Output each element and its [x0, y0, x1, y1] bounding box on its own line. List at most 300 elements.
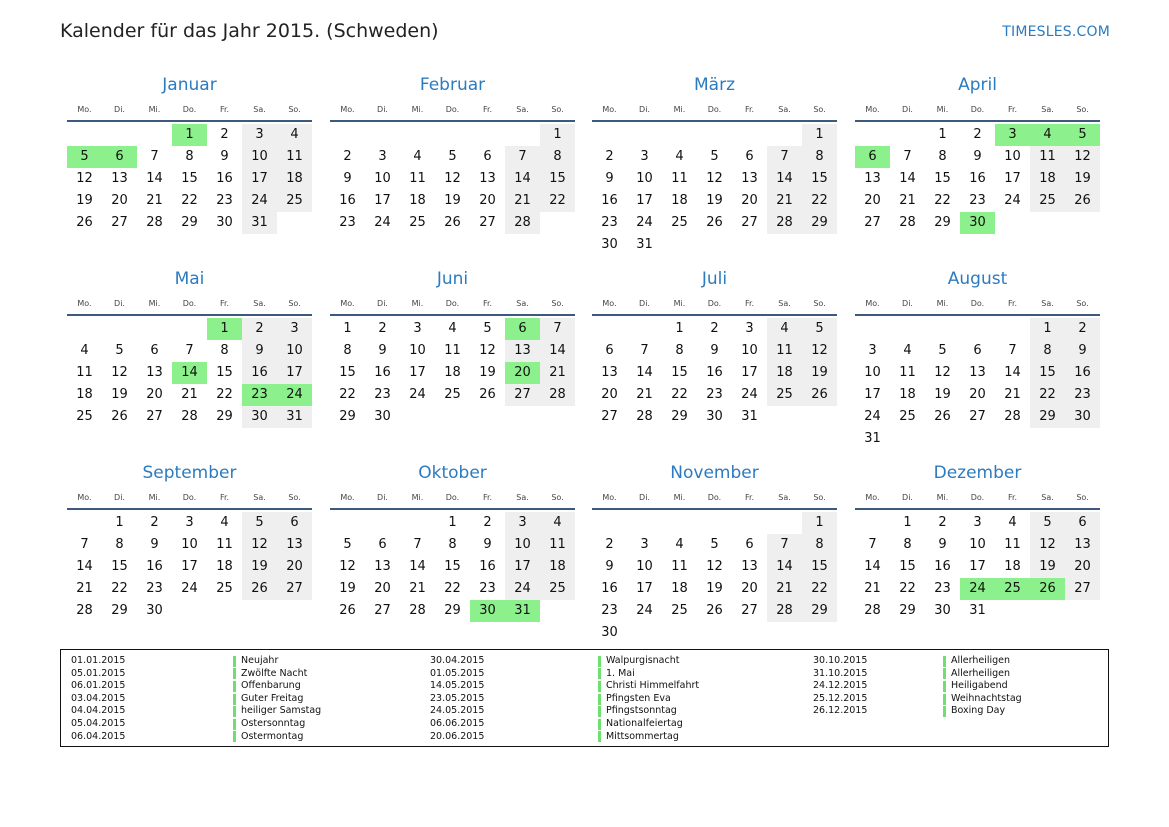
- day-cell: 11: [899, 365, 916, 380]
- empty-cell: [592, 124, 627, 146]
- month-mai: [67, 267, 312, 428]
- day-cell: 17: [969, 559, 986, 574]
- week-row: [67, 384, 312, 406]
- holiday-name: Weihnachtstag: [951, 692, 1022, 704]
- day-cell: 8: [802, 146, 837, 168]
- header-divider: [855, 120, 1100, 122]
- day-cell: 12: [111, 365, 128, 380]
- weekday-label: Mi.: [673, 492, 686, 502]
- weekday-label: Mo.: [77, 492, 92, 502]
- empty-cell: [662, 124, 697, 146]
- day-cell: 21: [505, 190, 540, 212]
- day-cell: 23: [969, 193, 986, 208]
- week-row: [67, 212, 312, 234]
- day-cell: 27: [146, 409, 163, 424]
- holiday-date: 06.04.2015: [71, 730, 126, 742]
- week-row: [592, 318, 837, 340]
- weekday-label: Sa.: [1041, 104, 1054, 114]
- day-cell: 4: [903, 343, 912, 358]
- day-cell: 21: [899, 193, 916, 208]
- week-row: [855, 556, 1100, 578]
- weekday-label: Sa.: [516, 492, 529, 502]
- empty-cell: [802, 406, 837, 428]
- holiday-marker: [943, 668, 946, 679]
- holiday-date: 24.12.2015: [813, 680, 868, 692]
- empty-cell: [627, 512, 662, 534]
- weekday-label: Di.: [377, 298, 388, 308]
- holiday-date: 03.04.2015: [71, 692, 126, 704]
- day-cell: 3: [868, 343, 877, 358]
- month-name: Januar: [162, 75, 217, 95]
- day-cell: 9: [242, 340, 277, 362]
- day-cell: 8: [938, 149, 947, 164]
- weekday-label: Mo.: [340, 298, 355, 308]
- holiday-marker: [598, 656, 601, 667]
- day-cell: 3: [973, 515, 982, 530]
- day-cell: 27: [1065, 578, 1100, 600]
- day-cell: 14: [1004, 365, 1021, 380]
- weekday-label: Sa.: [1041, 492, 1054, 502]
- holiday-entry: [943, 693, 1022, 706]
- day-cell: 29: [111, 603, 128, 618]
- day-cell: 23: [706, 387, 723, 402]
- day-cell: 20: [505, 362, 540, 384]
- day-cell: 23: [374, 387, 391, 402]
- weekday-label: So.: [813, 104, 826, 114]
- day-cell: 13: [146, 365, 163, 380]
- week-row: [855, 362, 1100, 384]
- day-cell: 15: [111, 559, 128, 574]
- day-cell: 11: [76, 365, 93, 380]
- day-cell: 24: [505, 578, 540, 600]
- day-cell: 22: [540, 190, 575, 212]
- weekday-label: So.: [288, 104, 301, 114]
- holiday-marker: [943, 694, 946, 705]
- empty-cell: [732, 512, 767, 534]
- holiday-dates-column: [813, 655, 867, 718]
- day-cell: 10: [181, 537, 198, 552]
- weekday-label: So.: [288, 298, 301, 308]
- weekday-label: Mo.: [340, 104, 355, 114]
- day-cell: 28: [505, 212, 540, 234]
- week-row: [592, 578, 837, 600]
- holiday-dates-column: [71, 655, 125, 743]
- day-cell: 9: [938, 537, 947, 552]
- day-cell: 3: [505, 512, 540, 534]
- weekday-label: Do.: [707, 298, 722, 308]
- empty-cell: [592, 512, 627, 534]
- week-row: [855, 190, 1100, 212]
- day-cell: 24: [409, 387, 426, 402]
- weekday-label: So.: [813, 492, 826, 502]
- empty-cell: [102, 318, 137, 340]
- day-cell: 3: [640, 537, 649, 552]
- empty-cell: [67, 124, 102, 146]
- day-cell: 14: [409, 559, 426, 574]
- holiday-name: Ostermontag: [241, 730, 304, 742]
- month-name: März: [694, 75, 735, 95]
- weekday-label: Mi.: [936, 298, 949, 308]
- day-cell: 16: [479, 559, 496, 574]
- header-divider: [330, 314, 575, 316]
- month-name: Juni: [436, 269, 469, 289]
- day-cell: 24: [242, 190, 277, 212]
- day-cell: 31: [969, 603, 986, 618]
- holiday-entry: [598, 718, 699, 731]
- empty-cell: [925, 318, 960, 340]
- day-cell: 20: [601, 387, 618, 402]
- holiday-name: Offenbarung: [241, 680, 301, 692]
- week-row: [855, 340, 1100, 362]
- empty-cell: [505, 406, 540, 428]
- weekday-label: Mi.: [411, 298, 424, 308]
- day-cell: 28: [636, 409, 653, 424]
- day-cell: 10: [741, 343, 758, 358]
- holiday-entry: [233, 693, 321, 706]
- day-cell: 1: [802, 124, 837, 146]
- empty-cell: [137, 124, 172, 146]
- site-brand-link[interactable]: TIMESLES.COM: [1002, 24, 1110, 40]
- weekday-label: Mo.: [602, 104, 617, 114]
- holiday-name: Mittsommertag: [606, 730, 679, 742]
- day-cell: 28: [146, 215, 163, 230]
- day-cell: 6: [483, 149, 492, 164]
- empty-cell: [732, 234, 767, 256]
- empty-cell: [697, 622, 732, 644]
- day-cell: 7: [767, 146, 802, 168]
- empty-cell: [505, 124, 540, 146]
- day-cell: 19: [76, 193, 93, 208]
- weekday-label: Fr.: [219, 298, 230, 308]
- day-cell: 25: [671, 603, 688, 618]
- holiday-entry: [598, 731, 699, 744]
- empty-cell: [995, 428, 1030, 450]
- week-row: [592, 406, 837, 428]
- header-divider: [67, 508, 312, 510]
- week-row: [855, 512, 1100, 534]
- day-cell: 27: [277, 578, 312, 600]
- week-row: [855, 406, 1100, 428]
- empty-cell: [540, 406, 575, 428]
- holiday-marker: [598, 719, 601, 730]
- day-cell: 14: [540, 340, 575, 362]
- day-cell: 19: [706, 193, 723, 208]
- day-cell: 6: [102, 146, 137, 168]
- week-row: [67, 340, 312, 362]
- weekday-label: Do.: [445, 104, 460, 114]
- day-cell: 18: [1030, 168, 1065, 190]
- day-cell: 16: [339, 193, 356, 208]
- day-cell: 9: [605, 171, 614, 186]
- holiday-entry: [233, 705, 321, 718]
- weekday-header: [67, 98, 312, 120]
- month-juli: [592, 267, 837, 428]
- weekday-header: [67, 292, 312, 314]
- day-cell: 7: [540, 318, 575, 340]
- week-row: [592, 622, 837, 644]
- month-name: Juli: [701, 269, 728, 289]
- day-cell: 14: [767, 168, 802, 190]
- day-cell: 25: [767, 384, 802, 406]
- month-dezember: [855, 461, 1100, 622]
- month-name: April: [958, 75, 997, 95]
- day-cell: 28: [409, 603, 426, 618]
- holiday-date: 25.12.2015: [813, 692, 868, 704]
- weekday-label: Do.: [707, 104, 722, 114]
- holiday-entry: [233, 680, 321, 693]
- day-cell: 24: [636, 603, 653, 618]
- weekday-label: Di.: [639, 492, 650, 502]
- weekday-header: [855, 292, 1100, 314]
- weekday-label: Mi.: [148, 492, 161, 502]
- empty-cell: [1065, 600, 1100, 622]
- day-cell: 27: [111, 215, 128, 230]
- empty-cell: [400, 512, 435, 534]
- day-cell: 28: [864, 603, 881, 618]
- empty-cell: [365, 124, 400, 146]
- holiday-names-column: [233, 655, 321, 743]
- day-cell: 10: [505, 534, 540, 556]
- empty-cell: [1030, 428, 1065, 450]
- day-cell: 28: [540, 384, 575, 406]
- day-cell: 21: [767, 190, 802, 212]
- day-cell: 2: [973, 127, 982, 142]
- day-cell: 13: [111, 171, 128, 186]
- holiday-entry: [233, 668, 321, 681]
- day-cell: 21: [409, 581, 426, 596]
- week-row: [67, 168, 312, 190]
- weekday-label: Di.: [114, 492, 125, 502]
- day-cell: 16: [374, 365, 391, 380]
- holiday-marker: [233, 668, 236, 679]
- day-cell: 10: [864, 365, 881, 380]
- day-cell: 13: [374, 559, 391, 574]
- holiday-marker: [233, 681, 236, 692]
- holiday-date: 06.01.2015: [71, 680, 126, 692]
- holiday-marker: [233, 706, 236, 717]
- day-cell: 22: [1030, 384, 1065, 406]
- day-cell: 23: [601, 603, 618, 618]
- day-cell: 10: [636, 559, 653, 574]
- day-cell: 24: [960, 578, 995, 600]
- empty-cell: [802, 622, 837, 644]
- day-cell: 16: [706, 365, 723, 380]
- day-cell: 20: [969, 387, 986, 402]
- month-name: August: [947, 269, 1008, 289]
- weekday-label: Di.: [902, 492, 913, 502]
- day-cell: 19: [479, 365, 496, 380]
- day-cell: 9: [220, 149, 229, 164]
- day-cell: 26: [444, 215, 461, 230]
- empty-cell: [767, 234, 802, 256]
- weekday-header: [592, 98, 837, 120]
- weekday-label: Do.: [445, 298, 460, 308]
- day-cell: 15: [540, 168, 575, 190]
- day-cell: 15: [899, 559, 916, 574]
- day-cell: 2: [938, 515, 947, 530]
- empty-cell: [1065, 428, 1100, 450]
- page-title: Kalender für das Jahr 2015. (Schweden): [60, 20, 439, 42]
- day-cell: 11: [444, 343, 461, 358]
- month-november: [592, 461, 837, 644]
- day-cell: 18: [540, 556, 575, 578]
- weekday-label: Mi.: [411, 104, 424, 114]
- day-cell: 24: [277, 384, 312, 406]
- holiday-names-column: [943, 655, 1022, 718]
- day-cell: 26: [1030, 578, 1065, 600]
- holiday-name: Pfingstsonntag: [606, 705, 677, 717]
- week-row: [330, 512, 575, 534]
- day-cell: 15: [339, 365, 356, 380]
- day-cell: 26: [934, 409, 951, 424]
- day-cell: 30: [934, 603, 951, 618]
- day-cell: 2: [242, 318, 277, 340]
- day-cell: 19: [242, 556, 277, 578]
- empty-cell: [470, 124, 505, 146]
- day-cell: 6: [605, 343, 614, 358]
- day-cell: 25: [76, 409, 93, 424]
- day-cell: 12: [339, 559, 356, 574]
- day-cell: 8: [903, 537, 912, 552]
- day-cell: 12: [1030, 534, 1065, 556]
- weekday-label: Mi.: [673, 104, 686, 114]
- day-cell: 12: [802, 340, 837, 362]
- empty-cell: [855, 318, 890, 340]
- empty-cell: [365, 512, 400, 534]
- empty-cell: [925, 428, 960, 450]
- empty-cell: [330, 124, 365, 146]
- week-row: [592, 512, 837, 534]
- day-cell: 15: [802, 168, 837, 190]
- empty-cell: [1030, 600, 1065, 622]
- day-cell: 10: [374, 171, 391, 186]
- weekday-label: Fr.: [219, 104, 230, 114]
- week-row: [855, 534, 1100, 556]
- week-row: [855, 384, 1100, 406]
- day-cell: 24: [741, 387, 758, 402]
- empty-cell: [102, 124, 137, 146]
- day-cell: 30: [706, 409, 723, 424]
- day-cell: 15: [1030, 362, 1065, 384]
- empty-cell: [592, 318, 627, 340]
- holiday-entry: [943, 680, 1022, 693]
- weekday-label: Fr.: [744, 298, 755, 308]
- empty-cell: [277, 600, 312, 622]
- day-cell: 9: [1065, 340, 1100, 362]
- empty-cell: [767, 512, 802, 534]
- holiday-entry: [598, 680, 699, 693]
- day-cell: 6: [378, 537, 387, 552]
- weekday-label: Sa.: [778, 492, 791, 502]
- weekday-label: Do.: [182, 104, 197, 114]
- holiday-entry: [233, 655, 321, 668]
- day-cell: 18: [1004, 559, 1021, 574]
- day-cell: 19: [111, 387, 128, 402]
- holiday-name: Pfingsten Eva: [606, 692, 671, 704]
- day-cell: 5: [1065, 124, 1100, 146]
- weekday-label: Mo.: [865, 298, 880, 308]
- month-name: Mai: [174, 269, 205, 289]
- holiday-marker: [233, 719, 236, 730]
- weekday-label: Mi.: [411, 492, 424, 502]
- day-cell: 25: [671, 215, 688, 230]
- weekday-label: Mo.: [340, 492, 355, 502]
- day-cell: 29: [1030, 406, 1065, 428]
- holiday-marker: [943, 681, 946, 692]
- day-cell: 13: [864, 171, 881, 186]
- day-cell: 1: [343, 321, 352, 336]
- day-cell: 20: [479, 193, 496, 208]
- day-cell: 25: [277, 190, 312, 212]
- holiday-name: Christi Himmelfahrt: [606, 680, 700, 692]
- day-cell: 16: [601, 193, 618, 208]
- holiday-name: Boxing Day: [951, 705, 1006, 717]
- weekday-label: Sa.: [516, 298, 529, 308]
- day-cell: 21: [146, 193, 163, 208]
- day-cell: 28: [76, 603, 93, 618]
- weekday-label: Mi.: [148, 298, 161, 308]
- day-cell: 23: [216, 193, 233, 208]
- header-divider: [592, 120, 837, 122]
- day-cell: 26: [242, 578, 277, 600]
- empty-cell: [662, 512, 697, 534]
- day-cell: 26: [706, 603, 723, 618]
- day-cell: 14: [76, 559, 93, 574]
- empty-cell: [697, 512, 732, 534]
- day-cell: 6: [505, 318, 540, 340]
- day-cell: 4: [220, 515, 229, 530]
- week-row: [855, 578, 1100, 600]
- day-cell: 6: [150, 343, 159, 358]
- day-cell: 29: [339, 409, 356, 424]
- day-cell: 26: [706, 215, 723, 230]
- weekday-label: Di.: [639, 298, 650, 308]
- day-cell: 19: [339, 581, 356, 596]
- day-cell: 11: [671, 171, 688, 186]
- month-name: September: [142, 463, 237, 483]
- day-cell: 13: [601, 365, 618, 380]
- day-cell: 1: [938, 127, 947, 142]
- day-cell: 26: [76, 215, 93, 230]
- day-cell: 27: [601, 409, 618, 424]
- week-row: [855, 318, 1100, 340]
- day-cell: 12: [706, 559, 723, 574]
- day-cell: 14: [636, 365, 653, 380]
- week-row: [592, 212, 837, 234]
- weekday-label: Di.: [377, 104, 388, 114]
- day-cell: 2: [343, 149, 352, 164]
- day-cell: 8: [540, 146, 575, 168]
- day-cell: 11: [767, 340, 802, 362]
- day-cell: 23: [934, 581, 951, 596]
- day-cell: 6: [973, 343, 982, 358]
- empty-cell: [890, 428, 925, 450]
- day-cell: 8: [1030, 340, 1065, 362]
- day-cell: 21: [76, 581, 93, 596]
- empty-cell: [627, 124, 662, 146]
- empty-cell: [540, 600, 575, 622]
- week-row: [67, 190, 312, 212]
- holiday-date: 05.01.2015: [71, 667, 126, 679]
- day-cell: 14: [505, 168, 540, 190]
- day-cell: 16: [216, 171, 233, 186]
- holiday-name: Allerheiligen: [951, 667, 1011, 679]
- day-cell: 1: [172, 124, 207, 146]
- weekday-label: So.: [551, 104, 564, 114]
- holiday-dates-column: [430, 655, 484, 743]
- weekday-label: Sa.: [778, 104, 791, 114]
- day-cell: 7: [413, 537, 422, 552]
